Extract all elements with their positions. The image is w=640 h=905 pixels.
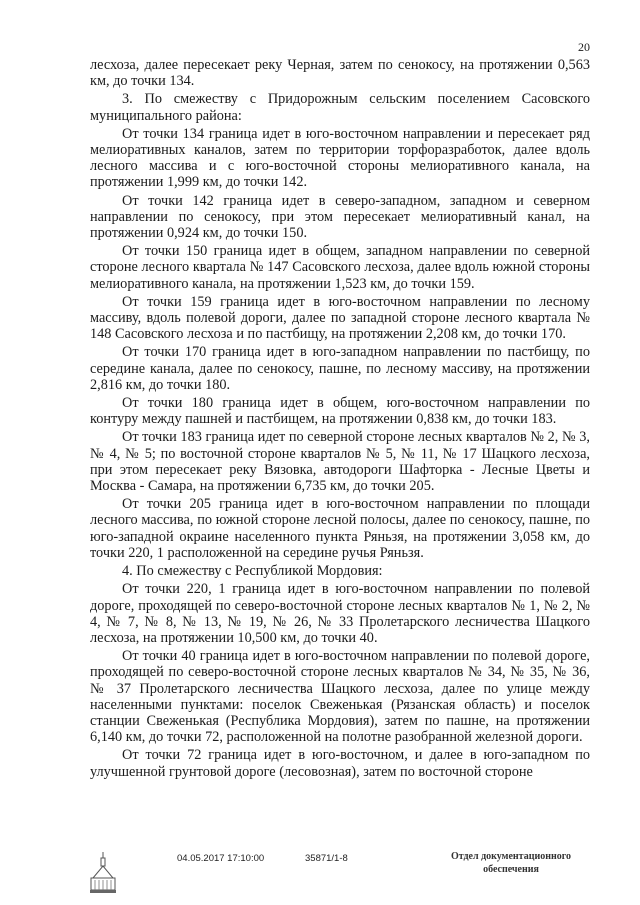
paragraph: От точки 180 граница идет в общем, юго-восточном направлении по контуру между пашней и пастбищем, на протяжении 0,838 км, до точки 183. — [90, 395, 590, 428]
page-number: 20 — [578, 40, 590, 54]
footer — [0, 848, 640, 898]
paragraph: От точки 150 граница идет в общем, западном направлении по северной стороне лесного квартала № 147 Сасовского лесхоза, далее вдоль южной стороны мелиоративного канала, на протяжении 1,523 км, до точки 159. — [90, 243, 590, 292]
paragraph: От точки 205 граница идет в юго-восточном направлении по площади лесного массива, по южной стороне лесной полосы, далее по сенокосу, пашне, по юго-западной окраине населенного пункта Ряньзя, на протяжении 3,058 км, до точки 220, 1 расположенной на середине ручья Ряньзя. — [90, 496, 590, 561]
paragraph: От точки 72 граница идет в юго-восточном, и далее в юго-западном по улучшенной грунтовой дороге (лесовозная), затем по восточной стороне — [90, 747, 590, 780]
document-body — [90, 57, 590, 782]
section-heading: 4. По смежеству с Республикой Мордовия: — [122, 563, 383, 580]
paragraph: лесхоза, далее пересекает реку Черная, затем по сенокосу, на протяжении 0,563 км, до точки 134. — [90, 57, 590, 90]
footer-timestamp: 04.05.2017 17:10:00 — [177, 853, 265, 864]
duma-emblem-icon — [90, 848, 116, 894]
paragraph: От точки 170 граница идет в юго-западном направлении по пастбищу, по середине канала, далее по сенокосу, пашне, по лесному массиву, на протяжении 2,816 км, до точки 180. — [90, 344, 590, 393]
footer-doc-number: 35871/1-8 — [305, 853, 348, 864]
paragraph: От точки 159 граница идет в юго-восточном направлении по лесному массиву, вдоль полевой дороги, далее по западной стороне лесного квартала № 148 Сасовского лесхоза и по пастбищу, на протяжении 2,208 км, до точки 170. — [90, 293, 590, 343]
section-heading: 3. По смежеству с Придорожным сельским поселением Сасовского муниципального района: — [90, 91, 590, 124]
paragraph: От точки 134 граница идет в юго-восточном направлении и пересекает ряд мелиоративных каналов, затем по территории торфоразработок, далее вдоль лесного массива и с юго-восточной стороны мелиоративного канала, на протяжении 1,999 км, до точки 142. — [90, 125, 590, 191]
footer-department-stamp: Отдел документационного обеспечения — [450, 851, 572, 875]
paragraph: От точки 142 граница идет в северо-западном, западном и северном направлении по сенокосу, при этом пересекает мелиоративный канал, на протяжении 0,924 км, до точки 150. — [90, 192, 590, 242]
paragraph: От точки 220, 1 граница идет в юго-восточном направлении по полевой дороге, проходящей по северо-восточной стороне лесных кварталов № 1, № 2, № 4, № 7, № 8, № 13, № 19, № 26, № 33 Пролетарского лесничества Шацкого лесхоза, на протяжении 10,500 км, до точки 40. — [90, 581, 590, 646]
paragraph: От точки 40 граница идет в юго-восточном направлении по полевой дороге, проходящей по северо-восточной стороне лесных кварталов № 34, № 35, № 36, № 37 Пролетарского лесничества Шацкого лесхоза, далее по улице между населенными пунктами: поселок Свеженькая (Рязанская область) и поселок станции Свеженькая (Республика Мордовия), затем по пашне, на протяжении 6,140 км, до точки 72, расположенной на полотне разобранной железной дороги. — [90, 648, 590, 746]
paragraph: От точки 183 граница идет по северной стороне лесных кварталов № 2, № 3, № 4, № 5; по восточной стороне кварталов № 5, № 11, № 17 Шацкого лесхоза, при этом пересекает реку Вязовка, автодороги Шафторка - Лесные Цветы и Москва - Самара, на протяжении 6,735 км, до точки 205. — [90, 429, 590, 495]
